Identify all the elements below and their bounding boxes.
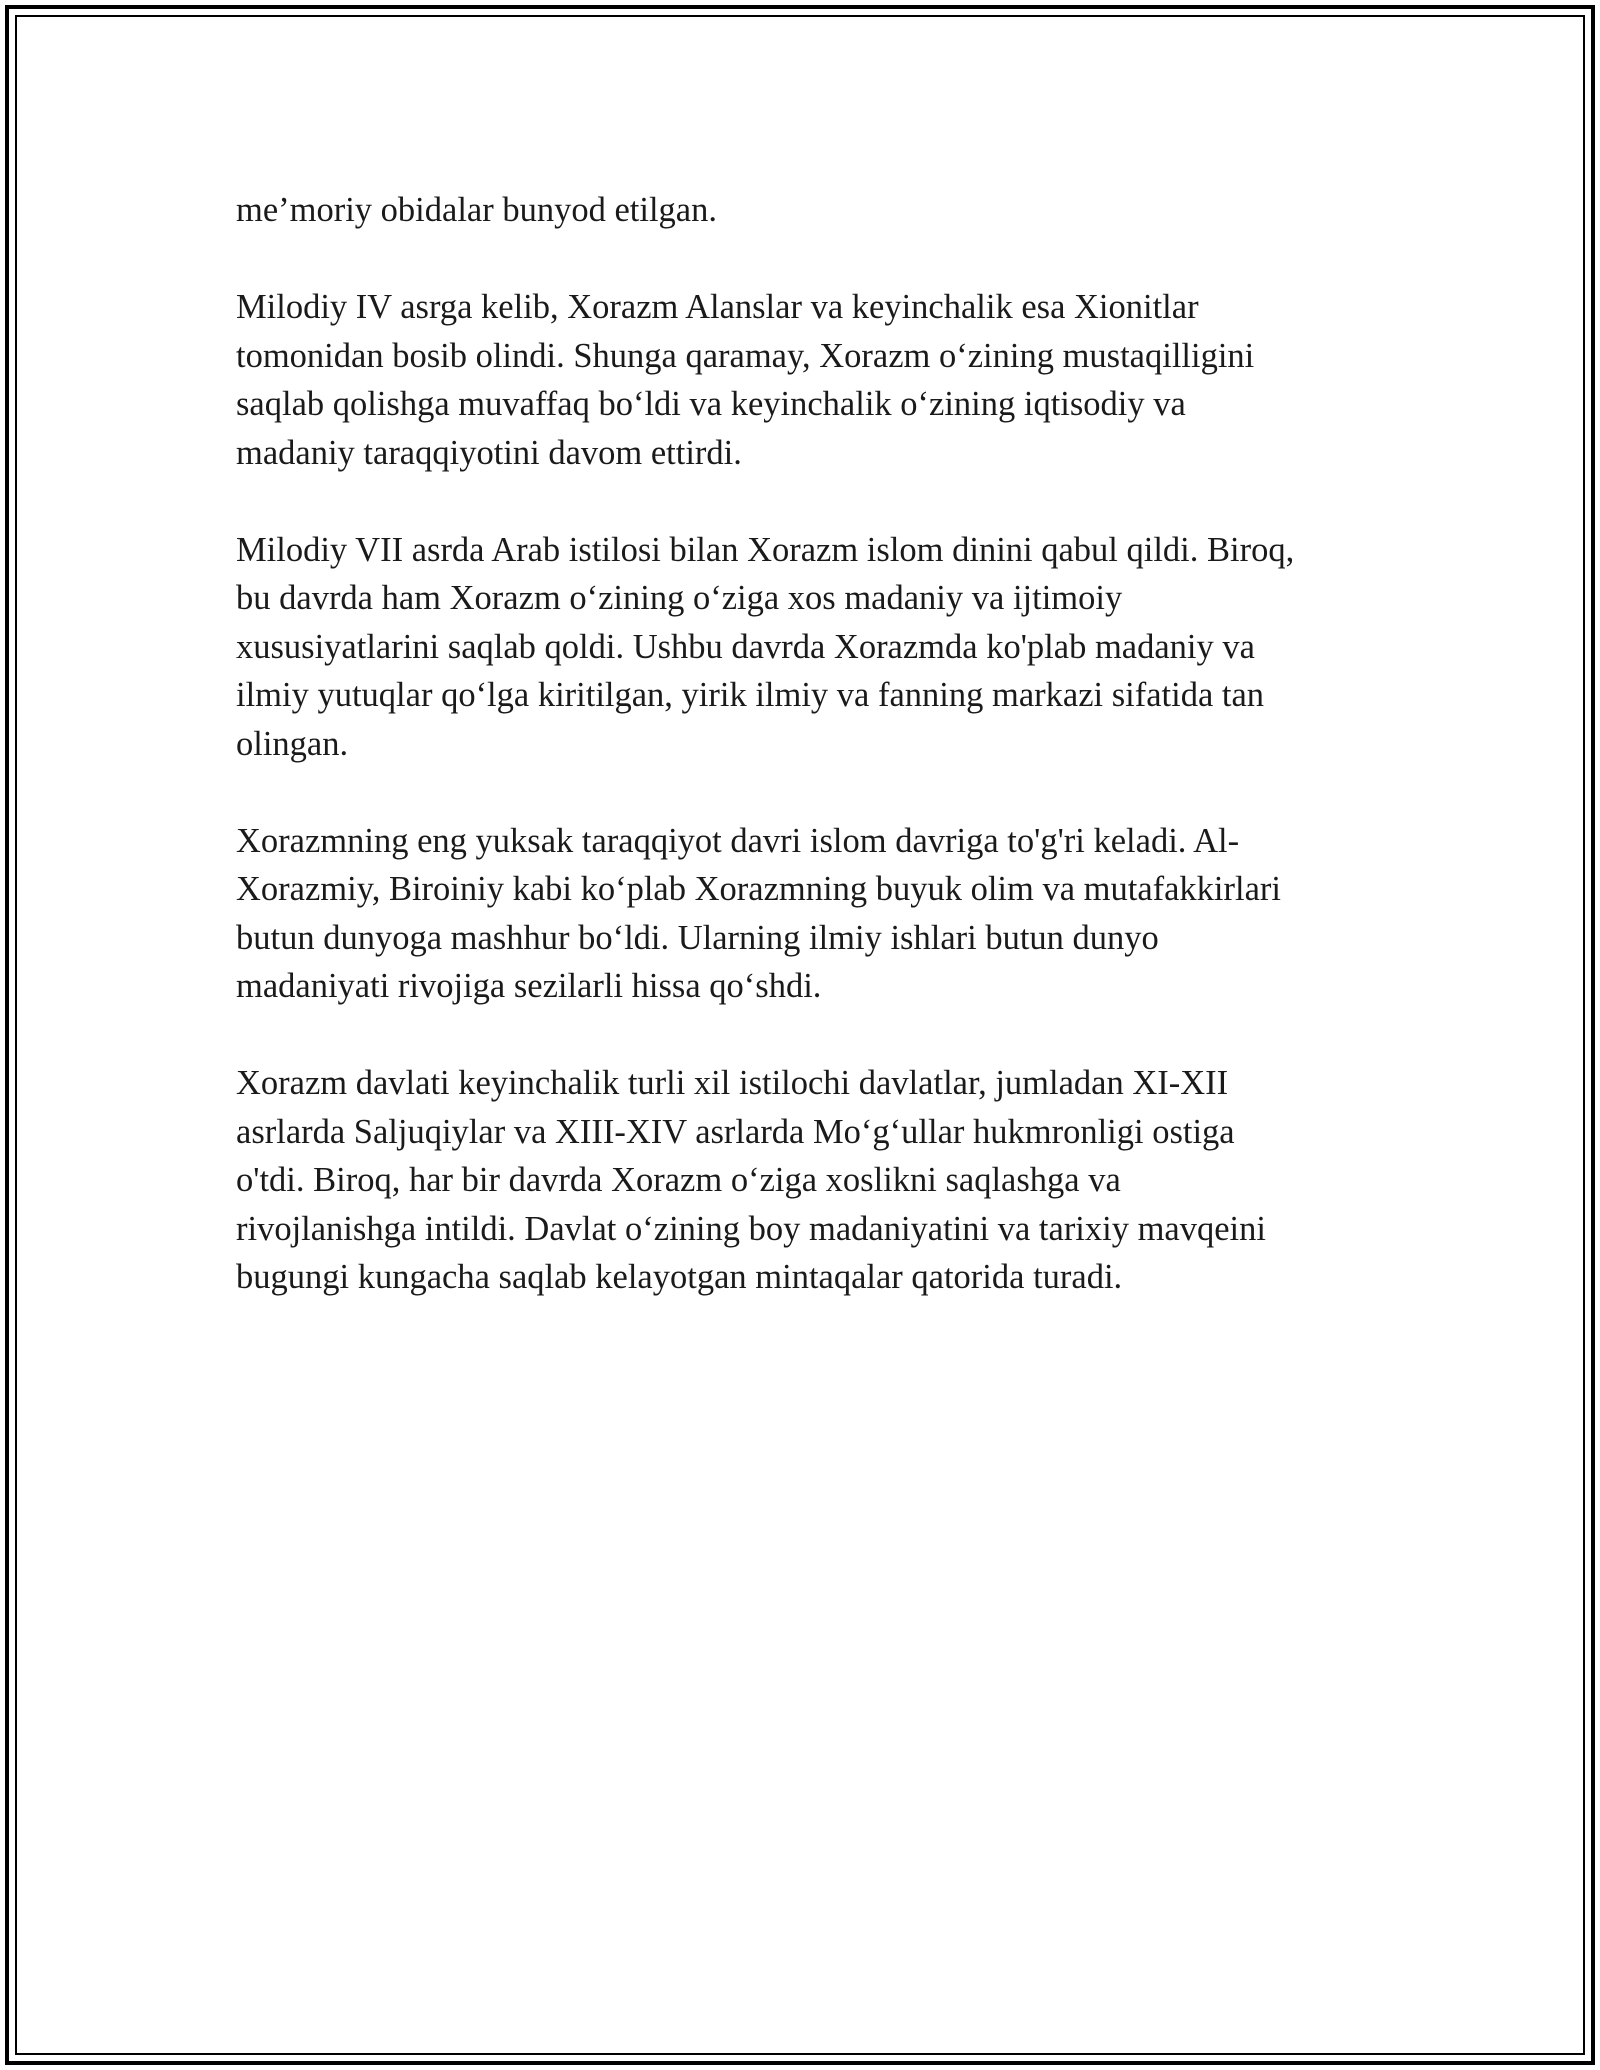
text-line: butun dunyoga mashhur bo‘ldi. Ularning ilmiy ishlari butun dunyo xyxy=(236,918,1159,957)
text-line: bugungi kungacha saqlab kelayotgan mintaqalar qatorida turadi. xyxy=(236,1258,1123,1296)
text-line: Milodiy VII asrda Arab istilosi bilan Xorazm islom dinini qabul qildi. Biroq, xyxy=(236,530,1295,569)
paragraph xyxy=(236,283,1416,477)
text-line: xususiyatlarini saqlab qoldi. Ushbu davrda Xorazmda ko'plab madaniy va xyxy=(236,627,1255,666)
paragraph xyxy=(236,186,1416,235)
text-line: o'tdi. Biroq, har bir davrda Xorazm o‘ziga xoslikni saqlashga va xyxy=(236,1161,1121,1199)
text-line: asrlarda Saljuqiylar va XIII-XIV asrlarda Mo‘g‘ullar hukmronligi ostiga xyxy=(236,1112,1235,1151)
text-line: Milodiy IV asrga kelib, Xorazm Alanslar va keyinchalik esa Xionitlar xyxy=(236,288,1199,326)
text-line: bu davrda ham Xorazm o‘zining o‘ziga xos madaniy va ijtimoiy xyxy=(236,579,1123,617)
text-line: Xorazmiy, Biroiniy kabi ko‘plab Xorazmning buyuk olim va mutafakkirlari xyxy=(236,870,1281,908)
text-line: olingan. xyxy=(236,724,349,763)
paragraph xyxy=(236,817,1416,1011)
text-line: Xorazmning eng yuksak taraqqiyot davri islom davriga to'g'ri keladi. Al- xyxy=(236,821,1240,860)
text-line: rivojlanishga intildi. Davlat o‘zining boy madaniyatini va tarixiy mavqeini xyxy=(236,1209,1266,1248)
text-line: ilmiy yutuqlar qo‘lga kiritilgan, yirik ilmiy va fanning markazi sifatida tan xyxy=(236,676,1265,714)
text-line: madaniyati rivojiga sezilarli hissa qo‘shdi. xyxy=(236,967,822,1005)
paragraph xyxy=(236,526,1416,769)
text-line: Xorazm davlati keyinchalik turli xil istilochi davlatlar, jumladan XI-XII xyxy=(236,1064,1229,1102)
paragraph xyxy=(236,1059,1416,1302)
text-line: saqlab qolishga muvaffaq bo‘ldi va keyinchalik o‘zining iqtisodiy va xyxy=(236,385,1186,423)
document-body xyxy=(236,186,1416,1350)
text-line: tomonidan bosib olindi. Shunga qaramay, Xorazm o‘zining mustaqilligini xyxy=(236,336,1255,375)
text-line: madaniy taraqqiyotini davom ettirdi. xyxy=(236,433,742,472)
text-line: me’moriy obidalar bunyod etilgan. xyxy=(236,191,717,229)
